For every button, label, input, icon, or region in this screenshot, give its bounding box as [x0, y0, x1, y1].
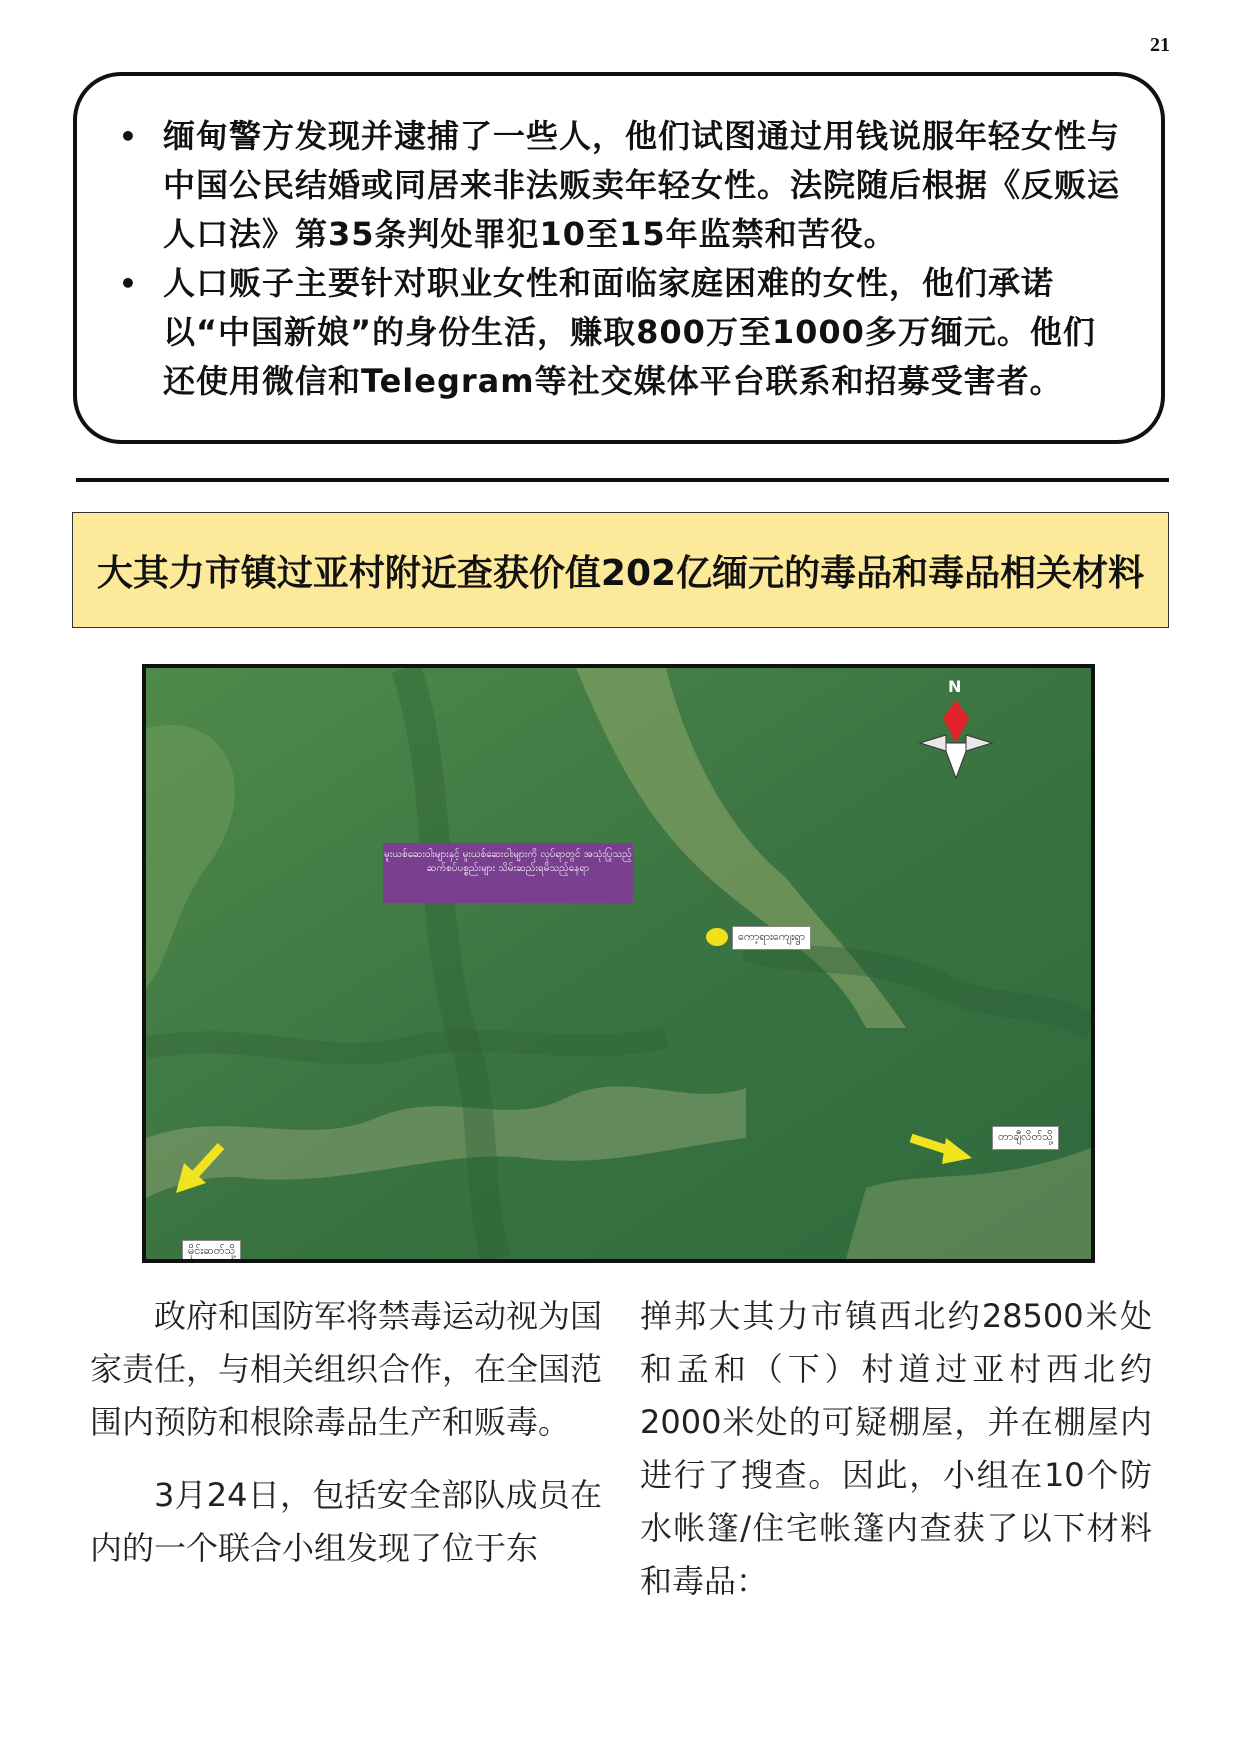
- section-title-box: [72, 512, 1169, 628]
- info-box: [73, 72, 1165, 444]
- bullet-list: [107, 112, 1123, 406]
- map-terrain: [146, 668, 1091, 1259]
- bullet-text: 人口贩子主要针对职业女性和面临家庭困难的女性，他们承诺以“中国新娘”的身份生活，赚取800万至1000多万缅元。他们还使用微信和Telegram等社交媒体平台联系和招募受害者。: [163, 264, 1096, 400]
- village-marker: [706, 928, 728, 946]
- direction-left-label: မိုင်းဆတ်သို့: [182, 1240, 241, 1263]
- page-number: 21: [1150, 34, 1170, 56]
- bullet-item: [107, 112, 1123, 259]
- body-paragraph: 掸邦大其力市镇西北约28500米处和孟和（下）村道过亚村西北约2000米处的可疑棚屋，并在棚屋内进行了搜查。因此，小组在10个防水帐篷/住宅帐篷内查获了以下材料和毒品：: [640, 1297, 1152, 1600]
- body-paragraph: 政府和国防军将禁毒运动视为国家责任，与相关组织合作，在全国范围内预防和根除毒品生产和贩毒。: [90, 1297, 603, 1441]
- bullet-item: [107, 259, 1123, 406]
- village-label: ကော့ရားကျေးရွာ: [732, 926, 811, 950]
- bullet-icon: •: [119, 267, 138, 300]
- satellite-map: [142, 664, 1095, 1263]
- section-title: 大其力市镇过亚村附近查获价值202亿缅元的毒品和毒品相关材料: [96, 552, 1145, 594]
- compass-label: N: [948, 677, 962, 696]
- bullet-text: 缅甸警方发现并逮捕了一些人，他们试图通过用钱说服年轻女性与中国公民结婚或同居来非法贩卖年轻女性。法院随后根据《反贩运人口法》第35条判处罪犯10至15年监禁和苦役。: [163, 117, 1121, 253]
- seizure-callout: မူးယစ်ဆေးဝါးများနှင့် မူးယစ်ဆေးဝါးများကို လုပ်ရာတွင် အသုံးပြုသည့် ဆက်စပ်ပစ္စည်းများ သိမ်းဆည်းရမိသည့်နေရာ: [383, 843, 633, 903]
- body-column-left: [90, 1290, 602, 1575]
- body-paragraph: 3月24日，包括安全部队成员在内的一个联合小组发现了位于东: [90, 1476, 602, 1567]
- bullet-icon: •: [119, 120, 138, 153]
- body-column-right: [640, 1290, 1152, 1608]
- section-divider: [76, 478, 1169, 482]
- direction-right-label: တာချီလိတ်သို့: [992, 1126, 1059, 1150]
